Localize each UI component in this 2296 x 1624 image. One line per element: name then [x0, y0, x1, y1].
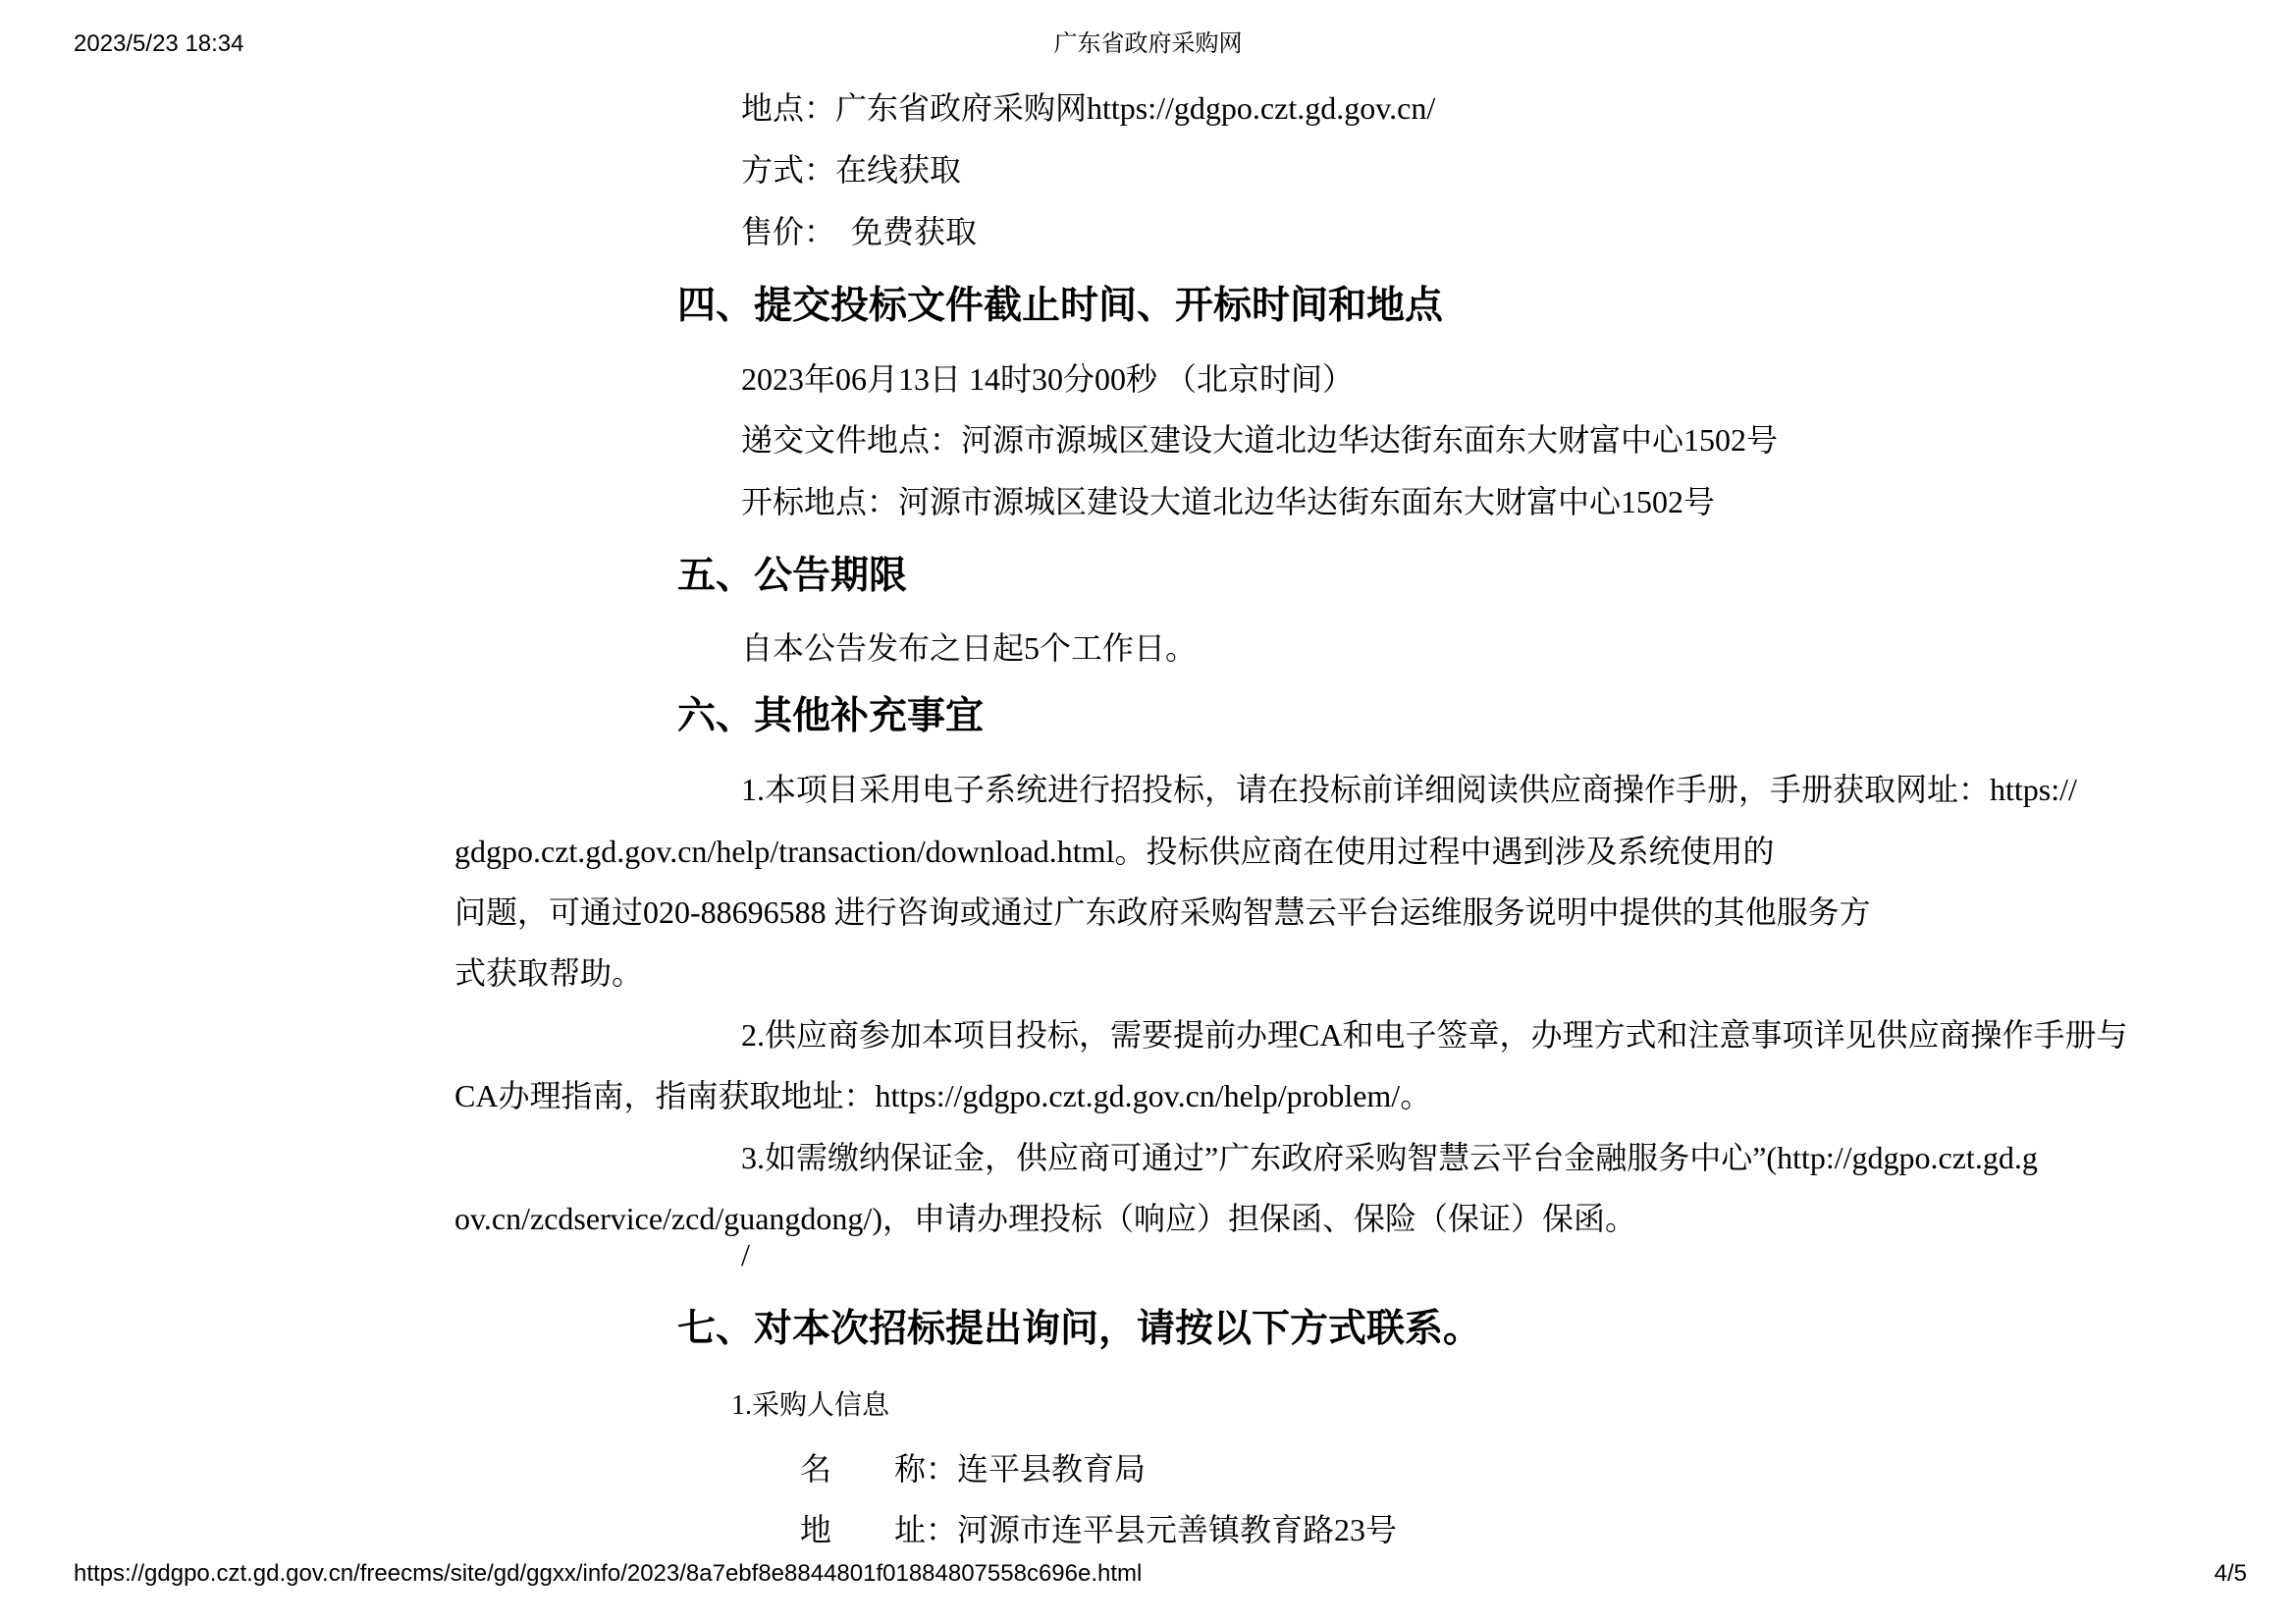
section5-heading: 五、公告期限	[677, 555, 908, 597]
buyer-name-line: 名 称：连平县教育局	[800, 1451, 1147, 1487]
supplement-para3-line2: ov.cn/zcdservice/zcd/guangdong/)，申请办理投标（响应）担保函、保险（保证）保函。	[454, 1201, 1636, 1236]
print-datetime: 2023/5/23 18:34	[74, 30, 244, 57]
supplement-para2-line2: CA办理指南，指南获取地址：https://gdgpo.czt.gd.gov.cn/help/problem/。	[454, 1078, 1432, 1113]
site-title: 广东省政府采购网	[1053, 30, 1243, 57]
supplement-para1-line3: 问题，可通过020-88696588 进行咨询或通过广东政府采购智慧云平台运维服务说明中提供的其他服务方	[454, 894, 1871, 930]
doc-location-line: 地点：广东省政府采购网https://gdgpo.czt.gd.gov.cn/	[741, 90, 1436, 126]
supplement-para1-line2: gdgpo.czt.gd.gov.cn/help/transaction/download.html。投标供应商在使用过程中遇到涉及系统使用的	[454, 834, 1775, 869]
open-location-line: 开标地点：河源市源城区建设大道北边华达街东面东大财富中心1502号	[741, 484, 1716, 519]
buyer-address-line: 地 址：河源市连平县元善镇教育路23号	[800, 1512, 1398, 1547]
buyer-info-title: 1.采购人信息	[731, 1390, 890, 1421]
doc-price-line: 售价： 免费获取	[741, 214, 978, 249]
submit-location-line: 递交文件地点：河源市源城区建设大道北边华达街东面东大财富中心1502号	[741, 422, 1779, 458]
footer-source-url: https://gdgpo.czt.gd.gov.cn/freecms/site/gd/ggxx/info/2023/8a7ebf8e8844801f01884807558c696e.html	[74, 1560, 1143, 1587]
supplement-para1-line1: 1.本项目采用电子系统进行招投标，请在投标前详细阅读供应商操作手册，手册获取网址：https://	[741, 772, 2077, 807]
supplement-para3-line1: 3.如需缴纳保证金，供应商可通过”广东政府采购智慧云平台金融服务中心”(http://gdgpo.czt.gd.g	[741, 1140, 2038, 1175]
bid-deadline-line: 2023年06月13日 14时30分00秒 （北京时间）	[741, 361, 1355, 397]
supplement-para1-line4: 式获取帮助。	[454, 955, 644, 991]
announcement-period-line: 自本公告发布之日起5个工作日。	[741, 630, 1198, 666]
doc-method-line: 方式：在线获取	[741, 152, 962, 188]
section4-heading: 四、提交投标文件截止时间、开标时间和地点	[677, 285, 1444, 327]
footer-page-number: 4/5	[2214, 1560, 2247, 1587]
supplement-para2-line1: 2.供应商参加本项目投标，需要提前办理CA和电子签章，办理方式和注意事项详见供应商操作手册与	[741, 1017, 2128, 1053]
slash-line: /	[741, 1237, 750, 1272]
section7-heading: 七、对本次招标提出询问，请按以下方式联系。	[677, 1308, 1482, 1350]
section6-heading: 六、其他补充事宜	[677, 695, 985, 737]
